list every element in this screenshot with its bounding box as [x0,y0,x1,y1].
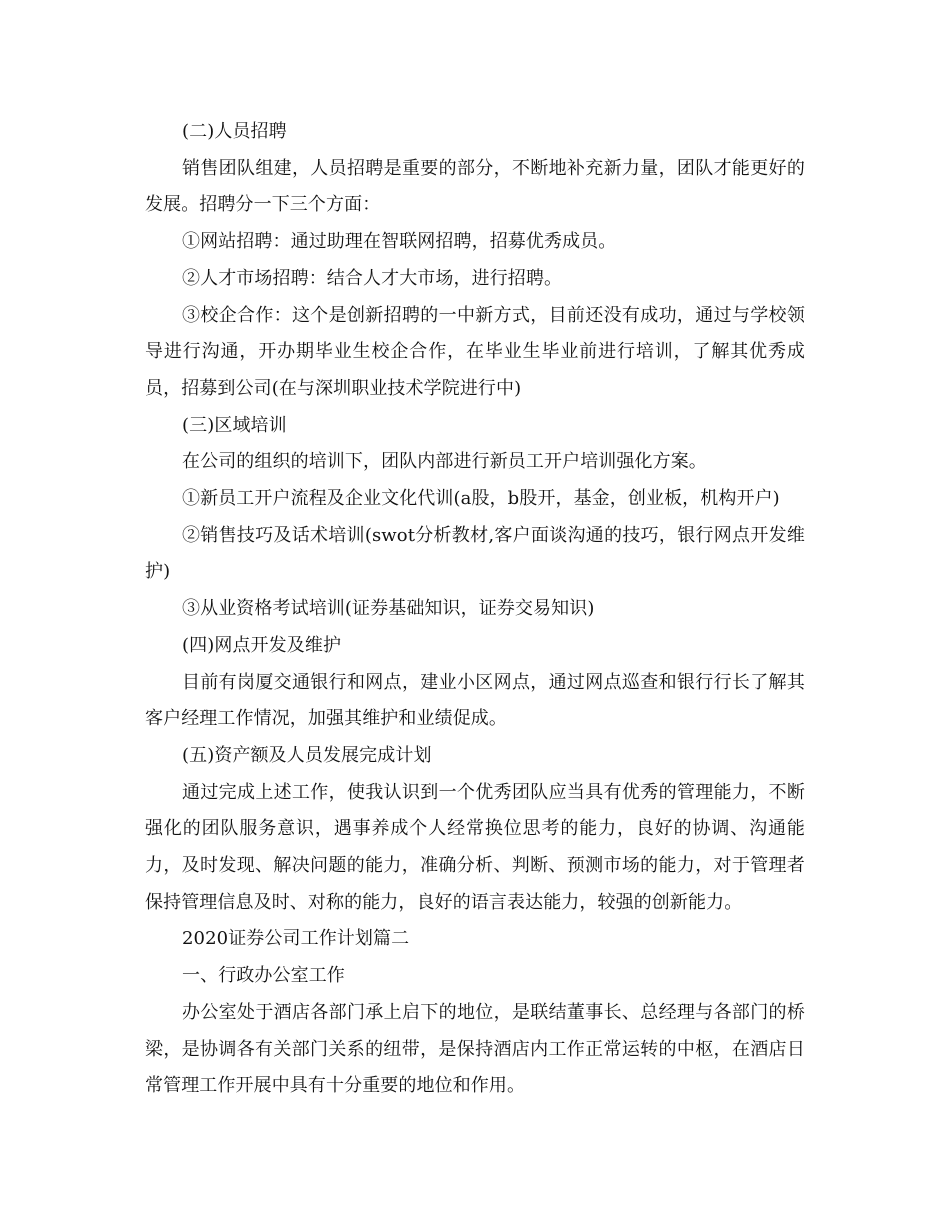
chapter-heading-plan-two: 2020证券公司工作计划篇二 [182,928,410,950]
list-item-onboarding-training: ①新员工开户流程及企业文化代训(a股，b股开，基金，创业板，机构开户) [182,488,780,510]
list-item-website-recruitment: ①网站招聘：通过助理在智联网招聘，招募优秀成员。 [182,231,617,253]
paragraph-branch-development: 目前有岗厦交通银行和网点，建业小区网点，通过网点巡查和银行行长了解其客户经理工作情况，加强其维护和业绩促成。 [145,671,805,730]
section-heading-branch-development: (四)网点开发及维护 [182,634,342,656]
section-heading-recruitment: (二)人员招聘 [182,121,287,142]
list-item-school-enterprise-cooperation: ③校企合作：这个是创新招聘的一中新方式，目前还没有成功，通过与学校领导进行沟通，开办期毕业生校企合作，在毕业生毕业前进行培训，了解其优秀成员，招募到公司(在与深圳职业技术学院进行中) [145,304,805,399]
list-item-qualification-exam-training: ③从业资格考试培训(证券基础知识，证券交易知识) [182,598,595,620]
list-item-sales-skills-training: ②销售技巧及话术培训(swot分析教材,客户面谈沟通的技巧，银行网点开发维护) [145,524,805,583]
section-heading-admin-office: 一、行政办公室工作 [182,965,345,987]
paragraph-admin-office: 办公室处于酒店各部门承上启下的地位，是联结董事长、总经理与各部门的桥梁，是协调各有关部门关系的纽带，是保持酒店内工作正常运转的中枢，在酒店日常管理工作开展中具有十分重要的地位和作用。 [145,1001,805,1097]
paragraph-recruitment-intro: 销售团队组建，人员招聘是重要的部分，不断地补充新力量，团队才能更好的发展。招聘分一下三个方面： [145,157,805,216]
list-item-talent-market-recruitment: ②人才市场招聘：结合人才大市场，进行招聘。 [182,267,563,289]
document-page [145,114,805,1105]
section-heading-regional-training: (三)区域培训 [182,414,287,436]
paragraph-asset-plan: 通过完成上述工作，使我认识到一个优秀团队应当具有优秀的管理能力，不断强化的团队服务意识，遇事养成个人经常换位思考的能力，良好的协调、沟通能力，及时发现、解决问题的能力，准确分析、判断、预测市场的能力，对于管理者保持管理信息及时、对称的能力，良好的语言表达能力，较强的创新能力。 [145,781,805,913]
section-heading-asset-plan: (五)资产额及人员发展完成计划 [182,744,432,766]
paragraph-training-intro: 在公司的组织的培训下，团队内部进行新员工开户培训强化方案。 [182,451,707,473]
